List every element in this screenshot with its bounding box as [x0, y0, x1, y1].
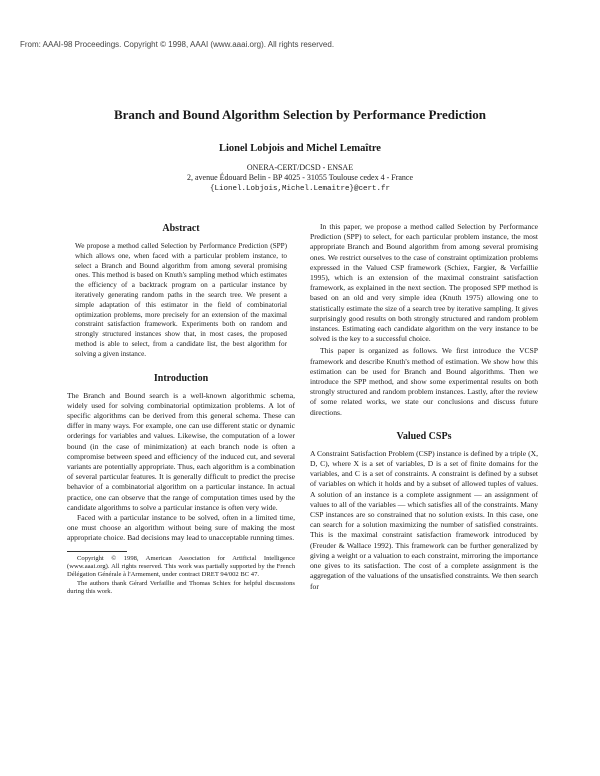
- abstract-text: We propose a method called Selection by Performance Prediction (SPP) which allows one, when faced with a particular problem instance, to select a Branch and Bound algorithm from among several promising ones. This method is based on Knuth's sampling method which estimates the efficiency of a backtrack program on a particular instance by iteratively generating random paths in the search tree. We present a simple adaptation of this estimator in the field of combinatorial optimization problems, more precisely for an extension of the maximal constraint satisfaction framework. Experiments both on random and strongly structured instances show that, in most cases, the proposed method is able to select, from a candidate list, the best algorithm for solving a given instance.: [75, 242, 287, 358]
- right-column: [310, 222, 538, 592]
- source-line: From: AAAI-98 Proceedings. Copyright © 1998, AAAI (www.aaai.org). All rights reserved.: [20, 40, 335, 49]
- left-column: [67, 222, 295, 596]
- footnote-rule: [67, 551, 127, 552]
- affiliation-email: {Lionel.Lobjois,Michel.Lemaitre}@cert.fr: [209, 185, 391, 193]
- affiliation-org: ONERA-CERT/DCSD - ENSAE: [246, 163, 354, 172]
- introduction-paragraph-4: This paper is organized as follows. We first introduce the VCSP framework and describe Knuth's method of estimation. We show how this estimation can be used for Branch and Bound algorithms. Then we introduce the SPP method, and show some experimental results on both strongly structured and random problem instances. Lastly, after the review of some related works, we state our conclusions and discuss future directions.: [310, 346, 538, 417]
- affiliation-address: 2, avenue Édouard Belin - BP 4025 - 31055 Toulouse cedex 4 - France: [186, 173, 414, 182]
- footnote-copyright: Copyright © 1998, American Association for Artificial Intelligence (www.aaai.org). All rights reserved. This work was partially supported by the French Délégation Générale à l'Armement, under contract DRET 94/002 BC 47.: [67, 554, 295, 579]
- valued-csps-heading: Valued CSPs: [396, 430, 452, 442]
- introduction-paragraph-2: Faced with a particular instance to be solved, often in a limited time, one must choose an algorithm without being sure of making the most appropriate choice. Bad decisions may lead to unacceptable running times.: [67, 513, 295, 543]
- introduction-heading: Introduction: [153, 372, 209, 384]
- introduction-paragraph-1: The Branch and Bound search is a well-known algorithmic schema, widely used for solving combinatorial optimization problems. A lot of specific algorithms can be derived from this general schema. These can differ in many ways. For example, one can use different static or dynamic orderings for variables and values. Likewise, the computation of a lower bound (in the case of minimization) at each branch node is often a compromise between speed and efficiency of the induced cut, and several variants are potentially appropriate. Thus, each algorithm is a combination of several particular features. It is generally difficult to predict the precise behavior of a combinatorial algorithm on a particular instance. In actual practice, one can observe that the range of computation times used by the candidate algorithms to solve a particular instance is often very wide.: [67, 390, 295, 512]
- introduction-paragraph-3: In this paper, we propose a method called Selection by Performance Prediction (SPP) to select, for each particular problem instance, the most appropriate Branch and Bound algorithm from among several promising ones. We restrict ourselves to the case of constraint optimization problems expressed in the Valued CSP framework (Schiex, Fargier, & Verfaillie 1995), which is an extension of the maximal constraint satisfaction framework, as explained in the next section. The proposed SPP method is based on an old and very simple idea (Knuth 1975) allowing one to statistically estimate the size of a search tree by iterative sampling. It gives surprisingly good results on both strongly structured and random problem instances. Estimating each candidate algorithm on the very instance to be solved is the key to a successful choice.: [310, 222, 538, 344]
- footnote-thanks: The authors thank Gérard Verfaillie and Thomas Schiex for helpful discussions during this work.: [67, 579, 295, 595]
- footnote: [67, 555, 295, 596]
- abstract-section: [67, 222, 295, 360]
- valued-csps-text: A Constraint Satisfaction Problem (CSP) instance is defined by a triple (X, D, C), where X is a set of variables, D is a set of finite domains for the variables, and C is a set of constraints. A constraint is defined by a subset of variables on which it holds and by a subset of allowed tuples of values. A solution of an instance is a complete assignment — an assignment of values to all of the variables — which satisfies all of the constraints. Many CSP instances are so constrained that no solution exists. In this case, one can search for a solution maximizing the number of satisfied constraints. This is the maximal constraint satisfaction framework introduced by (Freuder & Wallace 1992). This framework can be further generalized by giving a weight or a valuation to each constraint, mirroring the importance one gives to its satisfaction. The cost of a complete assignment is the aggregation of the valuations of the unsatisfied constraints. We then search for: [310, 448, 538, 591]
- paper-title: Branch and Bound Algorithm Selection by Performance Prediction: [113, 107, 487, 122]
- paper-authors: Lionel Lobjois and Michel Lemaître: [219, 143, 381, 154]
- abstract-heading: Abstract: [162, 223, 200, 234]
